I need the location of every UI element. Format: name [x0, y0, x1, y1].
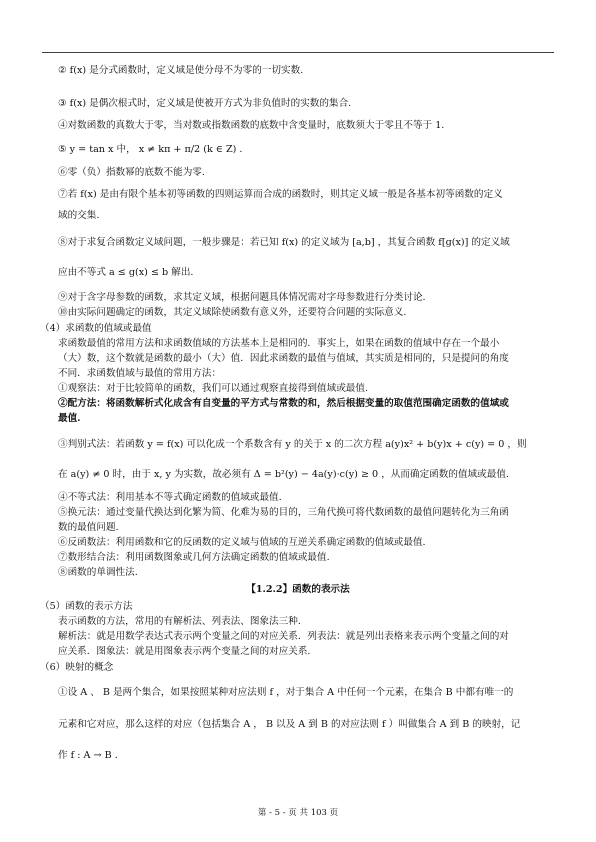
- text-line: ⑥反函数法：利用函数和它的反函数的定义域与值域的互逆关系确定函数的值域或最值.: [58, 537, 426, 548]
- text-line: 作 f : A → B .: [58, 750, 118, 761]
- text-line: （6）映射的概念: [40, 662, 114, 673]
- text-line: 求函数最值的常用方法和求函数值域的方法基本上是相同的．事实上，如果在函数的值域中存在一个最小: [58, 338, 500, 349]
- text-line: 域的交集.: [58, 210, 100, 221]
- text-line: 解析法：就是用数学表达式表示两个变量之间的对应关系．列表法：就是列出表格来表示两个变量之间的对: [58, 631, 509, 642]
- text-line: ②配方法：将函数解析式化成含有自变量的平方式与常数的和，然后根据变量的取值范围确定函数的值域或: [58, 398, 509, 409]
- text-line: （大）数，这个数就是函数的最小（大）值．因此求函数的最值与值域，其实质是相同的，只是提问的角度: [58, 353, 509, 364]
- header-rule: [42, 52, 554, 53]
- page-footer: 第 - 5 - 页 共 103 页: [257, 808, 339, 818]
- text-line: 应关系．图象法：就是用图象表示两个变量之间的对应关系.: [58, 646, 311, 657]
- text-line: ③ f(x) 是偶次根式时，定义域是使被开方式为非负值时的实数的集合.: [58, 98, 352, 109]
- text-line: ⑦若 f(x) 是由有限个基本初等函数的四则运算而合成的函数时，则其定义域一般是各基本初等函数的定义: [58, 189, 503, 200]
- text-line: ①设 A 、 B 是两个集合，如果按照某种对应法则 f ，对于集合 A 中任何一个元素，在集合 B 中都有唯一的: [58, 687, 514, 698]
- text-line: 在 a(y) ≠ 0 时，由于 x, y 为实数，故必须有 Δ = b²(y) − 4a(y)·c(y) ≥ 0 ，从而确定函数的值域或最值.: [58, 469, 509, 480]
- text-line: ④对数函数的真数大于零，当对数或指数函数的底数中含变量时，底数须大于零且不等于 1.: [58, 120, 445, 131]
- text-line: ⑨对于含字母参数的函数，求其定义域，根据问题具体情况需对字母参数进行分类讨论.: [58, 292, 426, 303]
- text-line: 应由不等式 a ≤ g(x) ≤ b 解出.: [58, 267, 194, 278]
- text-line: 表示函数的方法，常用的有解析法、列表法、图象法三种.: [58, 616, 301, 627]
- text-line: ③判别式法：若函数 y = f(x) 可以化成一个系数含有 y 的关于 x 的二次方程 a(y)x² + b(y)x + c(y) = 0 ，则: [58, 439, 527, 450]
- text-line: ④不等式法：利用基本不等式确定函数的值域或最值.: [58, 492, 282, 503]
- text-line: ⑦数形结合法：利用函数图象或几何方法确定函数的值域或最值.: [58, 552, 330, 563]
- text-line: （5）函数的表示方法: [40, 601, 133, 612]
- text-line: 数的最值问题.: [58, 522, 119, 533]
- text-line: ② f(x) 是分式函数时，定义域是使分母不为零的一切实数.: [58, 65, 304, 76]
- text-line: ①观察法：对于比较简单的函数，我们可以通过观察直接得到值域或最值.: [58, 383, 369, 394]
- text-line: 元素和它对应，那么这样的对应（包括集合 A ， B 以及 A 到 B 的对应法则 f ）叫做集合 A 到 B 的映射，记: [58, 719, 521, 730]
- text-line: 不同．求函数值域与最值的常用方法：: [58, 368, 222, 379]
- text-line: ⑧对于求复合函数定义域问题，一般步骤是：若已知 f(x) 的定义域为 [a,b] ，其复合函数 f[g(x)] 的定义域: [58, 237, 510, 248]
- text-line: 【1.2.2】函数的表示法: [246, 584, 350, 595]
- text-line: ⑥零（负）指数幂的底数不能为零.: [58, 167, 205, 178]
- text-line: 最值.: [58, 413, 81, 424]
- text-line: （4）求函数的值域或最值: [40, 323, 152, 334]
- text-line: ⑩由实际问题确定的函数，其定义域除使函数有意义外，还要符合问题的实际意义.: [58, 307, 407, 318]
- text-line: ⑤ y = tan x 中， x ≠ kπ + π/2 (k ∈ Z) .: [58, 144, 243, 155]
- text-line: ⑧函数的单调性法.: [58, 567, 138, 578]
- text-line: ⑤换元法：通过变量代换达到化繁为简、化难为易的目的，三角代换可将代数函数的最值问题转化为三角函: [58, 507, 509, 518]
